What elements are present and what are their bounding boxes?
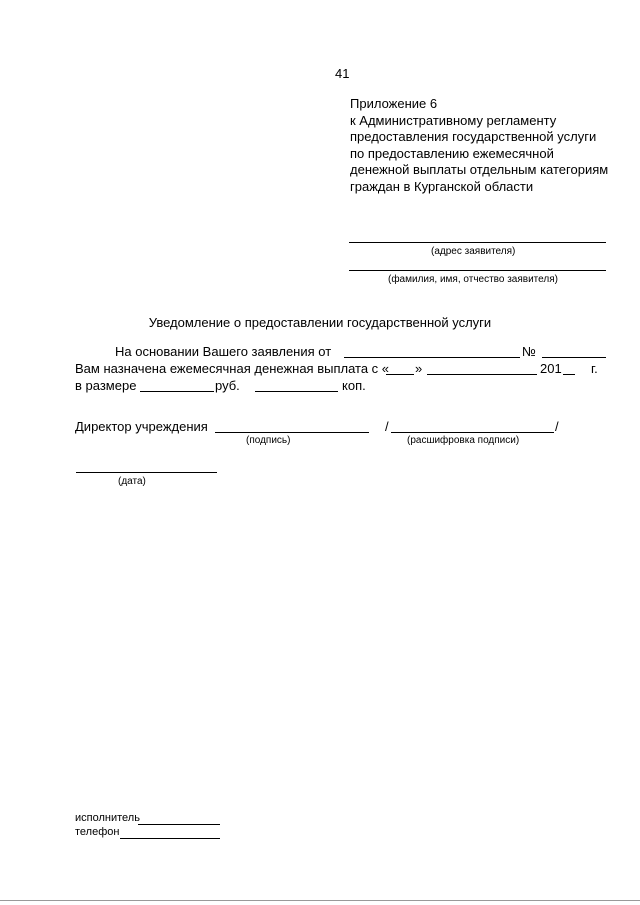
applicant-name-caption: (фамилия, имя, отчество заявителя) [388, 274, 558, 285]
phone-label: телефон [75, 826, 120, 838]
year-suffix: г. [591, 361, 598, 376]
payment-year-field[interactable] [563, 374, 575, 375]
director-label: Директор учреждения [75, 419, 208, 434]
application-date-field[interactable] [344, 357, 520, 358]
applicant-address-caption: (адрес заявителя) [431, 246, 516, 257]
rub-label: руб. [215, 378, 240, 393]
signature-caption: (подпись) [246, 435, 291, 446]
appendix-line: денежной выплаты отдельным категориям [350, 162, 609, 177]
kop-label: коп. [342, 378, 366, 393]
amount-kop-field[interactable] [255, 391, 338, 392]
decoding-caption: (расшифровка подписи) [407, 435, 520, 446]
executor-field[interactable] [138, 824, 220, 825]
notice-title: Уведомление о предоставлении государственной услуги [148, 315, 492, 330]
signature-decoding-field[interactable] [391, 432, 554, 433]
appendix-header [350, 96, 608, 195]
applicant-name-line[interactable] [349, 270, 606, 271]
number-sign: № [522, 344, 536, 359]
appendix-title: Приложение 6 [350, 96, 438, 111]
payment-start-label: Вам назначена ежемесячная денежная выплата с « [75, 361, 390, 376]
slash-open: / [385, 419, 389, 434]
signature-field[interactable] [215, 432, 369, 433]
executor-label: исполнитель [75, 812, 140, 824]
date-field[interactable] [76, 472, 217, 473]
date-caption: (дата) [118, 476, 146, 487]
appendix-line: предоставления государственной услуги [350, 129, 597, 144]
page-number: 41 [335, 66, 350, 81]
payment-month-field[interactable] [427, 374, 537, 375]
appendix-line: граждан в Курганской области [350, 178, 534, 194]
amount-rub-field[interactable] [140, 391, 214, 392]
application-date-label: На основании Вашего заявления от [115, 344, 332, 359]
application-number-field[interactable] [542, 357, 606, 358]
year-prefix: 201 [540, 361, 562, 376]
applicant-address-line[interactable] [349, 242, 606, 243]
quote-close: » [415, 361, 423, 376]
body-line-1 [115, 344, 331, 359]
amount-label: в размере [75, 378, 137, 393]
appendix-line: по предоставлению ежемесячной [350, 145, 554, 161]
appendix-line: к Административному регламенту [350, 112, 557, 128]
phone-field[interactable] [120, 838, 220, 839]
slash-close: / [555, 419, 559, 434]
scan-edge-divider [0, 900, 640, 901]
payment-day-field[interactable] [386, 374, 414, 375]
